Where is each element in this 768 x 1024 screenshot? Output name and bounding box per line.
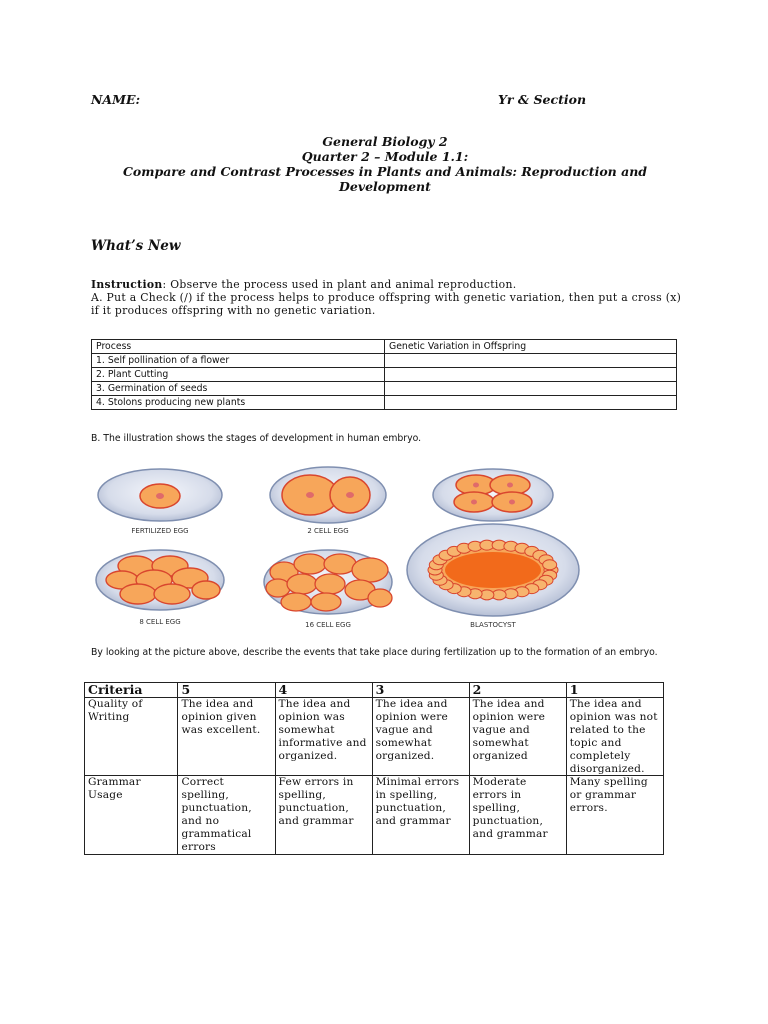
rubric-criteria-cell: Quality of Writing xyxy=(85,698,178,776)
table-row xyxy=(92,396,677,410)
table-row xyxy=(92,354,677,368)
process-cell: 1. Self pollination of a flower xyxy=(92,354,385,368)
label-blastocyst: BLASTOCYST xyxy=(470,621,516,629)
course-title: General Biology 2 xyxy=(322,134,448,149)
fertilized-egg-dish xyxy=(98,469,222,521)
rubric-cell: Few errors in spelling, punctuation, and grammar xyxy=(275,776,372,854)
instruction-block xyxy=(91,278,691,317)
rubric-row xyxy=(85,776,664,854)
rubric-table xyxy=(84,682,664,855)
describe-prompt: By looking at the picture above, describe the events that take place during fertilization up to the formation of an embryo. xyxy=(91,647,658,658)
eight-cell-dish xyxy=(96,550,224,610)
rubric-header-1: 1 xyxy=(566,683,663,698)
part-b-text: B. The illustration shows the stages of development in human embryo. xyxy=(91,433,422,444)
rubric-cell: The idea and opinion given was excellent. xyxy=(178,698,275,776)
rubric-header-4: 4 xyxy=(275,683,372,698)
label-sixteen-cell: 16 CELL EGG xyxy=(305,621,351,629)
topic-title: Compare and Contrast Processes in Plants and Animals: Reproduction and Development xyxy=(122,164,648,194)
rubric-row xyxy=(85,698,664,776)
answer-cell[interactable] xyxy=(385,368,677,382)
rubric-cell: The idea and opinion was somewhat informative and organized. xyxy=(275,698,372,776)
rubric-cell: The idea and opinion were vague and somewhat organized xyxy=(469,698,566,776)
rubric-cell: Minimal errors in spelling, punctuation, and grammar xyxy=(372,776,469,854)
rubric-cell: The idea and opinion was not related to the topic and completely disorganized. xyxy=(566,698,663,776)
table-header-row xyxy=(92,340,677,354)
section-title: What’s New xyxy=(91,238,181,254)
label-two-cell: 2 CELL EGG xyxy=(307,527,349,535)
table-row xyxy=(92,382,677,396)
rubric-header-row xyxy=(85,683,664,698)
rubric-criteria-cell: Grammar Usage xyxy=(85,776,178,854)
instruction-line xyxy=(91,278,691,291)
answer-cell[interactable] xyxy=(385,354,677,368)
instruction-label: Instruction xyxy=(91,278,163,291)
table-row xyxy=(92,368,677,382)
rubric-cell: Moderate errors in spelling, punctuation, and grammar xyxy=(469,776,566,854)
blastocyst-cell xyxy=(543,560,557,570)
rubric-cell: Many spelling or grammar errors. xyxy=(566,776,663,854)
header-process: Process xyxy=(92,340,385,354)
embryo-stages-illustration xyxy=(88,452,588,632)
four-cell-dish xyxy=(433,469,553,521)
blastocyst-dish xyxy=(407,524,579,616)
module-header xyxy=(80,134,690,194)
sixteen-cell-dish xyxy=(264,550,392,614)
header-variation: Genetic Variation in Offspring xyxy=(385,340,677,354)
rubric-header-5: 5 xyxy=(178,683,275,698)
rubric-cell: Correct spelling, punctuation, and no grammatical errors xyxy=(178,776,275,854)
rubric-header-2: 2 xyxy=(469,683,566,698)
part-a-text: A. Put a Check (/) if the process helps to produce offspring with genetic variation, then put a cross (x) if it produces offspring with no genetic variation. xyxy=(91,291,682,317)
two-cell-dish xyxy=(270,467,386,523)
rubric-header-3: 3 xyxy=(372,683,469,698)
rubric-cell: The idea and opinion were vague and somewhat organized. xyxy=(372,698,469,776)
yr-section-label: Yr & Section xyxy=(498,92,587,107)
label-eight-cell: 8 CELL EGG xyxy=(139,618,181,626)
process-cell: 3. Germination of seeds xyxy=(92,382,385,396)
process-cell: 2. Plant Cutting xyxy=(92,368,385,382)
process-cell: 4. Stolons producing new plants xyxy=(92,396,385,410)
answer-cell[interactable] xyxy=(385,382,677,396)
module-title: Quarter 2 – Module 1.1: xyxy=(301,149,469,164)
answer-cell[interactable] xyxy=(385,396,677,410)
instruction-text: : Observe the process used in plant and animal reproduction. xyxy=(162,278,517,291)
name-label: NAME: xyxy=(91,92,141,107)
label-fertilized-egg: FERTILIZED EGG xyxy=(131,527,189,535)
process-table xyxy=(91,339,677,410)
rubric-header-criteria: Criteria xyxy=(85,683,178,698)
